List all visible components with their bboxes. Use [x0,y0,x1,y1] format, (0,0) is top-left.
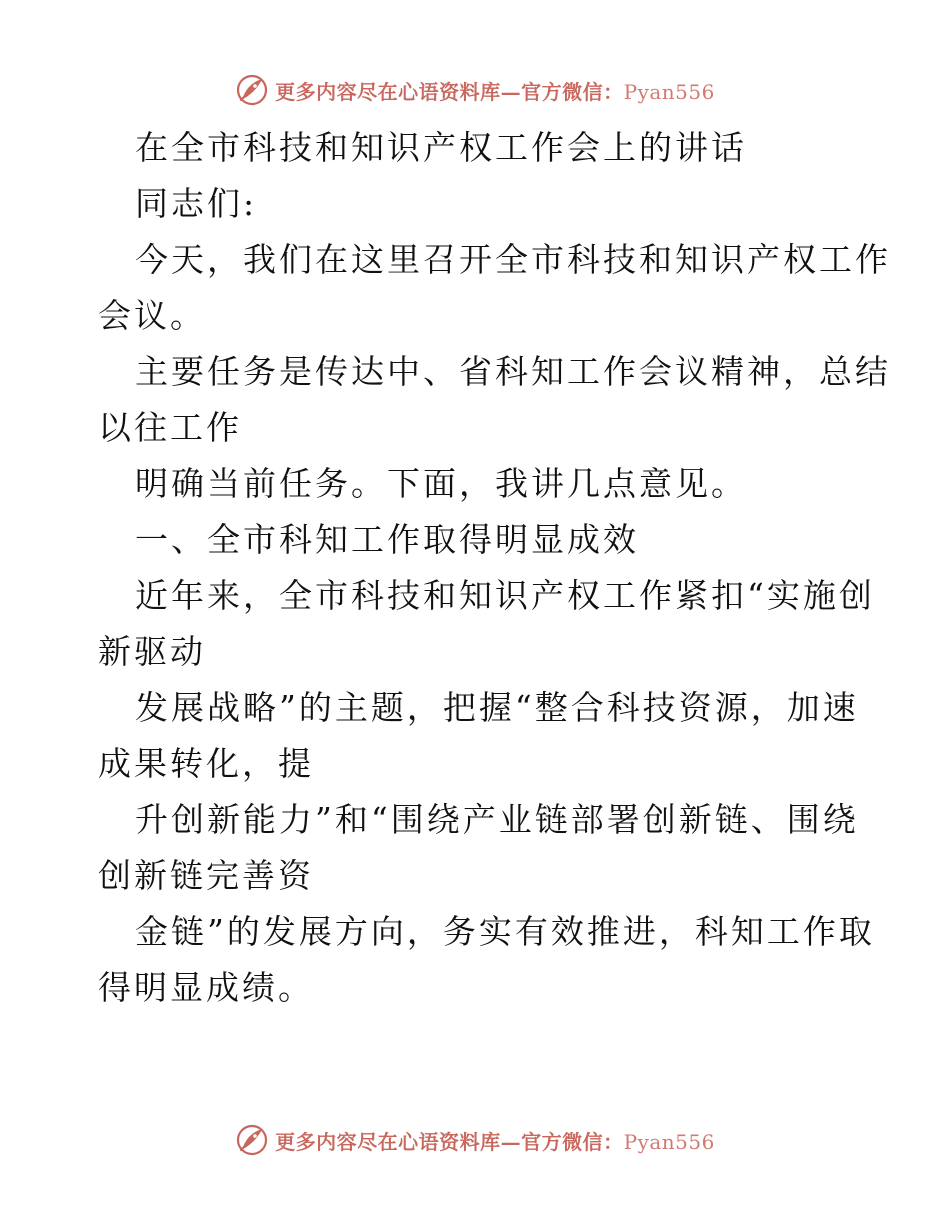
header-banner [0,70,950,110]
pen-nib-circle-logo-icon [235,1123,269,1157]
footer-wechat-id: Pyan556 [623,1129,715,1154]
text-line: 升创新能力”和“围绕产业链部署创新链、围绕 [135,800,859,839]
text-line: 得明显成绩。 [98,968,314,1007]
header-wechat-id: Pyan556 [623,79,715,104]
text-line: 成果转化，提 [98,744,314,783]
footer-banner-text [275,1126,715,1155]
text-line: 主要任务是传达中、省科知工作会议精神，总结 [135,352,891,391]
header-banner-text [275,76,715,105]
speech-body [98,120,891,1016]
text-line: 近年来，全市科技和知识产权工作紧扣“实施创 [135,576,875,615]
footer-site-text: 更多内容尽在心语资料库—官方微信： [275,1129,624,1154]
text-line: 发展战略”的主题，把握“整合科技资源，加速 [135,688,859,727]
text-line: 创新链完善资 [98,856,314,895]
text-line: 在全市科技和知识产权工作会上的讲话 [135,128,747,167]
text-line: 金链”的发展方向，务实有效推进，科知工作取 [135,912,875,951]
pen-nib-circle-logo-icon [235,73,269,107]
text-line: 一、全市科知工作取得明显成效 [135,520,639,559]
text-line: 同志们: [135,184,258,223]
text-line: 新驱动 [98,632,206,671]
text-line: 明确当前任务。下面，我讲几点意见。 [135,464,747,503]
text-line: 今天，我们在这里召开全市科技和知识产权工作 [135,240,891,279]
footer-banner [0,1120,950,1160]
text-line: 会议。 [98,296,206,335]
header-site-text: 更多内容尽在心语资料库—官方微信： [275,79,624,104]
text-line: 以往工作 [98,408,242,447]
